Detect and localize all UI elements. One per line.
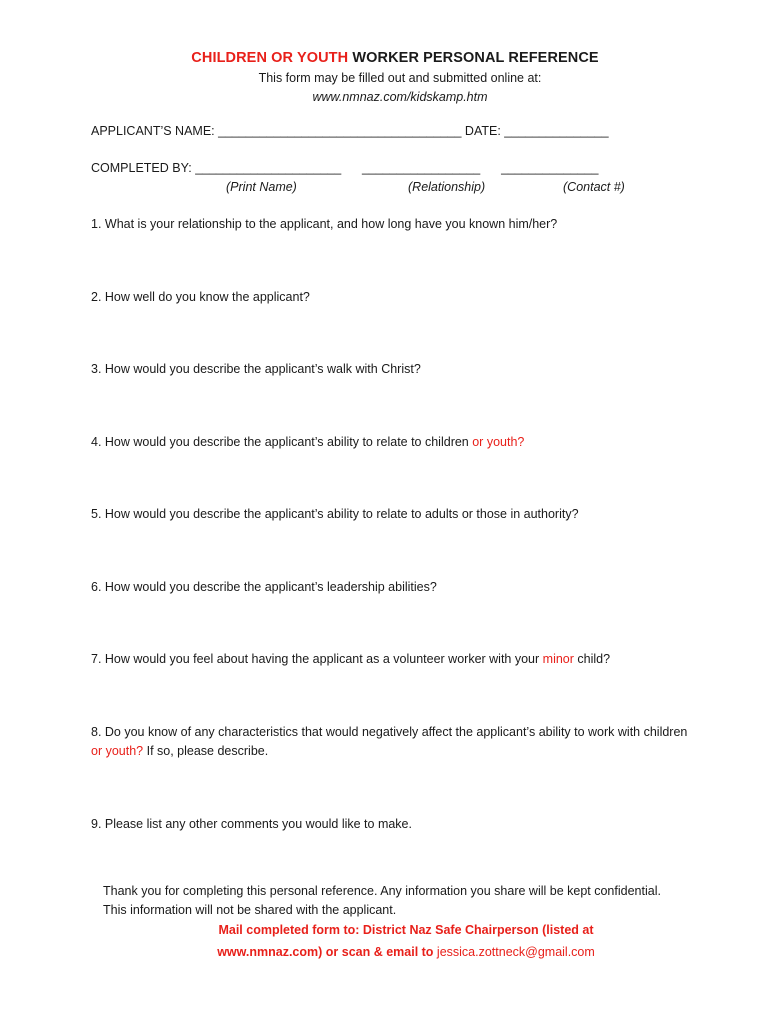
question-2: 2. How well do you know the applicant? [91,290,310,304]
applicant-name-field[interactable]: ___________________________________ [218,124,462,138]
completed-by-row [91,161,598,175]
mail-instructions-text: www.nmnaz.com) or scan & email to [217,945,437,959]
question-1: 1. What is your relationship to the applicant, and how long have you known him/her? [91,217,558,231]
form-title [0,50,770,66]
relationship-field[interactable]: _________________ [362,161,481,175]
email-link[interactable]: jessica.zottneck@gmail.com [436,945,595,959]
applicant-name-row [91,124,609,138]
contact-caption: (Contact #) [563,180,625,194]
thank-you-note: Thank you for completing this personal reference. Any information you share will be kept confidential. This information will not be shared with the applicant. [103,884,661,917]
question-9: 9. Please list any other comments you would like to make. [91,817,412,831]
question-7 [91,650,701,669]
question-7-end: child? [573,652,611,666]
contact-field[interactable]: ______________ [501,161,599,175]
print-name-field[interactable]: _____________________ [195,161,342,175]
form-url: www.nmnaz.com/kidskamp.htm [312,90,488,104]
question-7-text: 7. How would you feel about having the applicant as a volunteer worker with your [91,652,543,666]
applicant-name-label: APPLICANT’S NAME: [91,124,219,138]
question-8-red: or youth? [91,744,144,758]
question-7-red: minor [542,652,574,666]
date-label: DATE: [461,124,505,138]
completed-by-label: COMPLETED BY: [91,161,196,175]
question-4 [91,433,701,452]
question-3: 3. How would you describe the applicant’s walk with Christ? [91,362,421,376]
mail-instructions-line2 [0,945,770,959]
question-6: 6. How would you describe the applicant’s leadership abilities? [91,580,437,594]
date-field[interactable]: _______________ [504,124,609,138]
title-black-part: WORKER PERSONAL REFERENCE [352,50,599,66]
print-name-caption: (Print Name) [226,180,297,194]
mail-instructions-line1: Mail completed form to: District Naz Safe Chairperson (listed at [218,923,594,937]
question-4-text: 4. How would you describe the applicant’s ability to relate to children [91,435,473,449]
question-8 [91,723,701,761]
form-subtitle: This form may be filled out and submitted online at: [258,71,542,85]
question-5: 5. How would you describe the applicant’s ability to relate to adults or those in authority? [91,507,579,521]
title-red-part: CHILDREN OR YOUTH [191,50,349,66]
question-4-red: or youth? [472,435,525,449]
question-8-text: 8. Do you know of any characteristics that would negatively affect the applicant’s ability to work with children [91,725,688,739]
question-8-end: If so, please describe. [143,744,269,758]
relationship-caption: (Relationship) [408,180,486,194]
